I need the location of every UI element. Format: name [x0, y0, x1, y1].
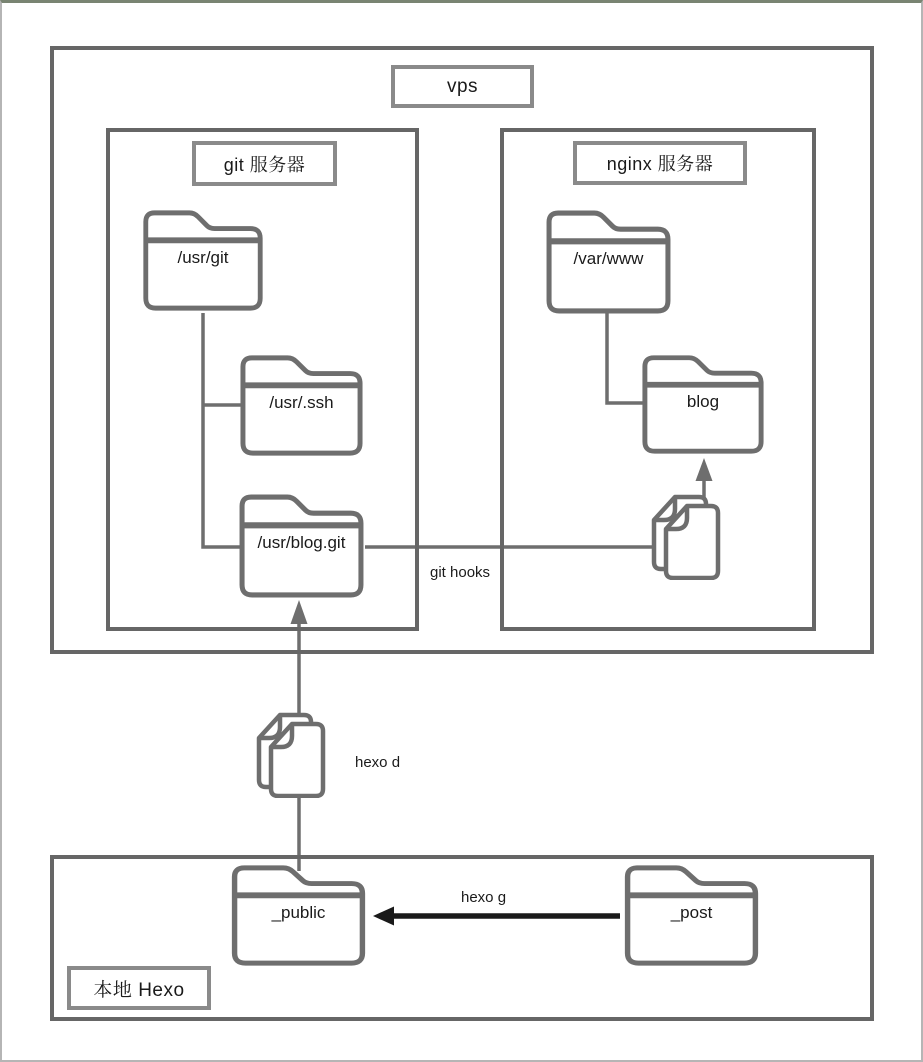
hexo-g-label: hexo g [461, 889, 507, 906]
vps-title-box [391, 65, 534, 108]
hexo-d-label: hexo d [355, 754, 401, 771]
git-server-title-box [192, 141, 337, 186]
folder-var-www-label: /var/www [573, 249, 644, 269]
folder-public [227, 861, 370, 969]
folder-blog-label: blog [686, 392, 720, 412]
folder-usr-git-label: /usr/git [177, 248, 229, 268]
folder-usr-ssh [236, 351, 367, 459]
folder-public-label: _public [271, 903, 326, 923]
folder-usr-blog-git-label: /usr/blog.git [257, 533, 346, 553]
git-server-title: git 服务器 [223, 154, 306, 175]
folder-blog [638, 351, 768, 457]
folder-post [620, 861, 763, 969]
vps-title: vps [446, 75, 479, 97]
folder-var-www [542, 206, 675, 317]
folder-usr-blog-git [235, 490, 368, 601]
git-hooks-label: git hooks [430, 564, 491, 581]
folder-usr-git [139, 206, 267, 314]
hexo-deploy-files-icon [253, 706, 327, 798]
folder-post-label: _post [670, 903, 713, 923]
folder-usr-ssh-label: /usr/.ssh [269, 393, 334, 413]
local-hexo-title-box [67, 966, 211, 1010]
local-hexo-title: 本地 Hexo [93, 979, 185, 1001]
nginx-server-title: nginx 服务器 [606, 154, 714, 174]
git-hooks-files-icon [648, 488, 722, 580]
nginx-server-title-box [573, 141, 747, 185]
